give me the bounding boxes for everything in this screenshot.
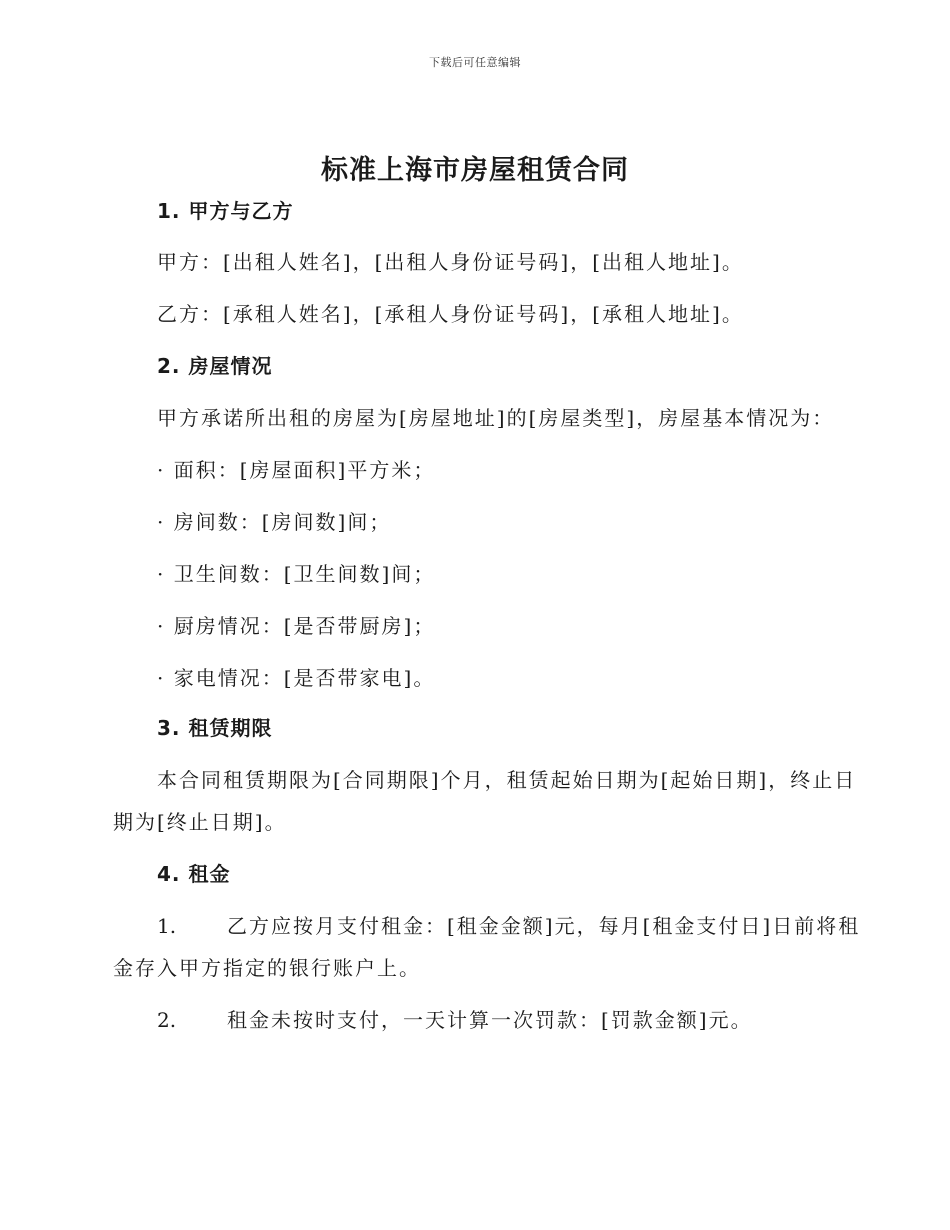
party-b-line: 乙方：[承租人姓名]，[承租人身份证号码]，[承租人地址]。 (157, 302, 744, 326)
lease-term-line-2: 期为[终止日期]。 (113, 810, 287, 834)
section-1-heading: 1. 甲方与乙方 (157, 199, 294, 223)
list-item-area: · 面积：[房屋面积]平方米； (157, 458, 436, 482)
section-2-heading: 2. 房屋情况 (157, 354, 273, 378)
party-a-line: 甲方：[出租人姓名]，[出租人身份证号码]，[出租人地址]。 (157, 250, 744, 274)
house-intro-line: 甲方承诺所出租的房屋为[房屋地址]的[房屋类型]，房屋基本情况为： (157, 406, 835, 430)
section-3-heading: 3. 租赁期限 (157, 716, 273, 740)
list-item-rooms: · 房间数：[房间数]间； (157, 510, 392, 534)
list-item-bathrooms: · 卫生间数：[卫生间数]间； (157, 562, 436, 586)
clause-number: 2. (157, 1008, 177, 1032)
clause-text: 乙方应按月支付租金：[租金金额]元，每月[租金支付日]日前将租 (227, 914, 861, 938)
rent-clause-1-line-1 (157, 912, 860, 940)
section-4-heading: 4. 租金 (157, 862, 231, 886)
rent-clause-1-line-2: 金存入甲方指定的银行账户上。 (113, 956, 421, 980)
document-title: 标准上海市房屋租赁合同 (321, 155, 629, 186)
rent-clause-2-line (157, 1006, 753, 1034)
page-header-note: 下载后可任意编辑 (429, 56, 521, 69)
clause-number: 1. (157, 914, 177, 938)
list-item-appliances: · 家电情况：[是否带家电]。 (157, 666, 436, 690)
lease-term-line-1: 本合同租赁期限为[合同期限]个月，租赁起始日期为[起始日期]，终止日 (157, 768, 857, 792)
clause-text: 租金未按时支付，一天计算一次罚款：[罚款金额]元。 (227, 1008, 753, 1032)
list-item-kitchen: · 厨房情况：[是否带厨房]； (157, 614, 436, 638)
